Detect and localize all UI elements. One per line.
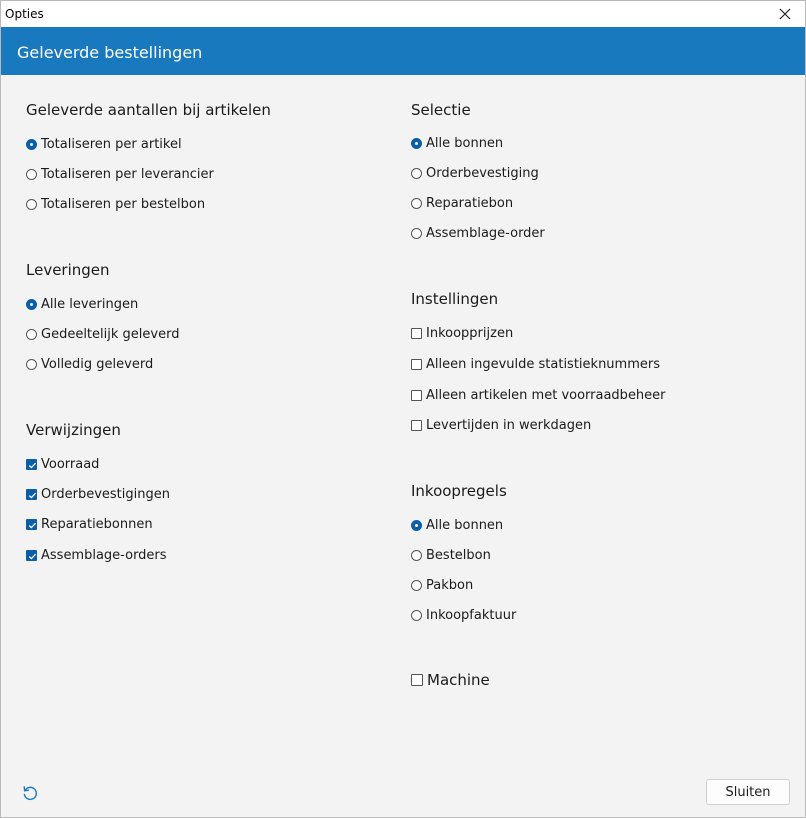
checkbox-checked-indicator[interactable] bbox=[26, 489, 37, 500]
radio-alle-leveringen[interactable] bbox=[26, 295, 138, 313]
radio-volledig-geleverd[interactable] bbox=[26, 355, 153, 373]
section-verwijzingen-title: Verwijzingen bbox=[26, 421, 121, 439]
radio-label: Alle leveringen bbox=[41, 296, 139, 312]
radio-label: Gedeeltelijk geleverd bbox=[41, 326, 180, 342]
checkbox-checked-indicator[interactable] bbox=[26, 519, 37, 530]
radio-inkoopregels-alle-bonnen[interactable] bbox=[411, 516, 503, 534]
checkbox-label: Voorraad bbox=[41, 456, 100, 472]
radio-indicator[interactable] bbox=[411, 198, 422, 209]
page-title: Geleverde bestellingen bbox=[17, 43, 203, 62]
checkbox-checked-indicator[interactable] bbox=[26, 459, 37, 470]
checkbox-reparatiebonnen[interactable] bbox=[26, 515, 153, 533]
checkbox-label: Machine bbox=[427, 671, 490, 689]
radio-totaliseren-leverancier[interactable] bbox=[26, 165, 214, 183]
checkbox-indicator[interactable] bbox=[411, 359, 422, 370]
checkbox-indicator[interactable] bbox=[411, 328, 422, 339]
title-bar bbox=[1, 1, 805, 27]
checkbox-label: Alleen artikelen met voorraadbeheer bbox=[426, 387, 666, 403]
checkbox-label: Inkoopprijzen bbox=[426, 325, 514, 341]
checkbox-inkoopprijzen[interactable] bbox=[411, 324, 513, 342]
section-geleverde-title: Geleverde aantallen bij artikelen bbox=[26, 101, 271, 119]
checkbox-voorraadbeheer[interactable] bbox=[411, 386, 666, 404]
check-icon bbox=[27, 551, 38, 562]
radio-label: Reparatiebon bbox=[426, 195, 514, 211]
radio-label: Inkoopfaktuur bbox=[426, 607, 517, 623]
checkbox-label: Levertijden in werkdagen bbox=[426, 417, 592, 433]
radio-totaliseren-bestelbon[interactable] bbox=[26, 195, 205, 213]
radio-label: Totaliseren per leverancier bbox=[41, 166, 214, 182]
radio-assemblage-order[interactable] bbox=[411, 224, 545, 242]
radio-label: Alle bonnen bbox=[426, 135, 504, 151]
checkbox-label: Assemblage-orders bbox=[41, 547, 167, 563]
radio-indicator[interactable] bbox=[411, 228, 422, 239]
checkbox-indicator[interactable] bbox=[411, 674, 423, 686]
check-icon bbox=[27, 490, 38, 501]
window-title: Opties bbox=[5, 7, 44, 21]
reset-icon[interactable] bbox=[21, 784, 39, 802]
checkbox-label: Orderbevestigingen bbox=[41, 486, 170, 502]
checkbox-label: Alleen ingevulde statistieknummers bbox=[426, 356, 660, 372]
check-icon bbox=[27, 460, 38, 471]
section-selectie-title: Selectie bbox=[411, 101, 471, 119]
radio-indicator[interactable] bbox=[26, 199, 37, 210]
radio-indicator[interactable] bbox=[411, 168, 422, 179]
radio-selected-indicator[interactable] bbox=[411, 138, 422, 149]
section-leveringen-title: Leveringen bbox=[26, 261, 110, 279]
radio-label: Pakbon bbox=[426, 577, 474, 593]
close-icon bbox=[779, 8, 791, 20]
checkbox-voorraad[interactable] bbox=[26, 455, 99, 473]
radio-selected-indicator[interactable] bbox=[26, 139, 37, 150]
checkbox-indicator[interactable] bbox=[411, 390, 422, 401]
radio-pakbon[interactable] bbox=[411, 576, 473, 594]
radio-bestelbon[interactable] bbox=[411, 546, 491, 564]
section-inkoopregels-title: Inkoopregels bbox=[411, 482, 507, 500]
radio-label: Bestelbon bbox=[426, 547, 491, 563]
checkbox-assemblage-orders[interactable] bbox=[26, 546, 167, 564]
radio-label: Alle bonnen bbox=[426, 517, 504, 533]
section-instellingen-title: Instellingen bbox=[411, 290, 499, 308]
radio-label: Volledig geleverd bbox=[41, 356, 154, 372]
checkbox-orderbevestigingen[interactable] bbox=[26, 485, 170, 503]
sluiten-button[interactable]: Sluiten bbox=[706, 779, 790, 805]
radio-inkoopfaktuur[interactable] bbox=[411, 606, 516, 624]
radio-indicator[interactable] bbox=[411, 610, 422, 621]
radio-gedeeltelijk-geleverd[interactable] bbox=[26, 325, 179, 343]
checkbox-label: Reparatiebonnen bbox=[41, 516, 153, 532]
radio-indicator[interactable] bbox=[26, 359, 37, 370]
header-banner bbox=[1, 27, 805, 75]
radio-reparatiebon[interactable] bbox=[411, 194, 513, 212]
radio-orderbevestiging[interactable] bbox=[411, 164, 539, 182]
radio-indicator[interactable] bbox=[411, 550, 422, 561]
radio-indicator[interactable] bbox=[411, 580, 422, 591]
checkbox-statistieknummers[interactable] bbox=[411, 355, 660, 373]
radio-label: Assemblage-order bbox=[426, 225, 545, 241]
checkbox-levertijden-werkdagen[interactable] bbox=[411, 416, 591, 434]
radio-selected-indicator[interactable] bbox=[411, 520, 422, 531]
radio-selectie-alle-bonnen[interactable] bbox=[411, 134, 503, 152]
check-icon bbox=[27, 520, 38, 531]
checkbox-checked-indicator[interactable] bbox=[26, 550, 37, 561]
radio-label: Totaliseren per bestelbon bbox=[41, 196, 206, 212]
checkbox-machine[interactable] bbox=[411, 671, 490, 689]
radio-indicator[interactable] bbox=[26, 169, 37, 180]
window-close-button[interactable] bbox=[765, 1, 805, 27]
radio-selected-indicator[interactable] bbox=[26, 299, 37, 310]
radio-label: Totaliseren per artikel bbox=[41, 136, 182, 152]
radio-label: Orderbevestiging bbox=[426, 165, 539, 181]
checkbox-indicator[interactable] bbox=[411, 420, 422, 431]
radio-totaliseren-artikel[interactable] bbox=[26, 135, 182, 153]
radio-indicator[interactable] bbox=[26, 329, 37, 340]
